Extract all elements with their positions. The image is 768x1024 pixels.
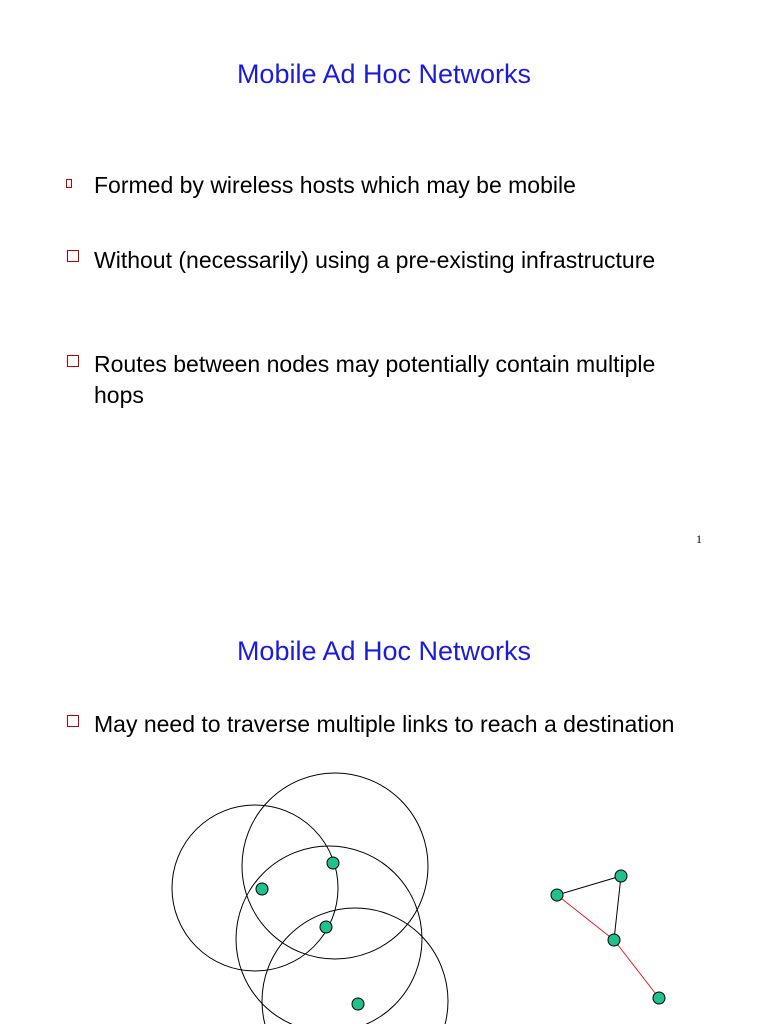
page-number: 1 [696,532,702,546]
square-bullet-icon [66,179,72,188]
network-link [557,876,621,895]
slide-title: Mobile Ad Hoc Networks [236,636,532,666]
radio-range-circle [172,805,338,971]
bullet-text: Formed by wireless hosts which may be mobile [94,172,576,198]
network-node [615,870,627,882]
slide-2 [0,576,768,1024]
network-node [327,857,339,869]
bullet-text: Without (necessarily) using a pre-existing infrastructure [94,247,656,273]
network-node [608,934,620,946]
bullet-text: Routes between nodes may potentially contain multiple hops [94,351,656,408]
network-node [653,992,665,1004]
network-node [320,921,332,933]
bullet-text: May need to traverse multiple links to reach a destination [94,711,675,737]
network-node [352,998,364,1010]
route-link [557,895,614,940]
route-link [614,940,659,998]
network-node [551,889,563,901]
network-link [614,876,621,940]
network-node [256,883,268,895]
radio-range-group [172,773,448,1024]
link-group [557,876,659,998]
square-bullet-icon [67,355,79,367]
square-bullet-icon [67,250,79,262]
radio-range-circle [236,846,422,1024]
network-diagram [0,576,768,1024]
slide-title: Mobile Ad Hoc Networks [236,59,532,89]
node-group [256,857,665,1010]
